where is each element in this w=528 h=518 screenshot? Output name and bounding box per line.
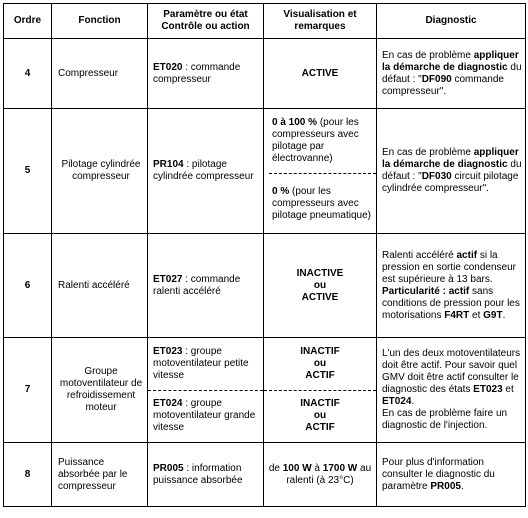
- param-code: PR005: [153, 462, 184, 474]
- vis-bold: 0 à 100 %: [272, 117, 318, 129]
- vis-text: (pour les compresseurs avec pilotage par électrovanne): [272, 117, 359, 165]
- diag-code: PR005: [430, 480, 461, 492]
- table-row: [4, 338, 526, 443]
- vis-line: ou: [313, 410, 327, 422]
- diagnostic-table: [3, 3, 526, 507]
- diag-bold: Particularité : actif: [382, 285, 470, 297]
- param-code: ET027: [153, 273, 183, 285]
- header-diagnostic: Diagnostic: [377, 4, 526, 39]
- row-parametre: [148, 109, 264, 234]
- vis-text: de: [268, 462, 283, 474]
- table-header-row: [4, 4, 526, 39]
- diag-text: En cas de problème faire un diagnostic de l'injection.: [382, 408, 508, 431]
- row-parametre: [148, 443, 264, 507]
- diag-code: DF090: [421, 73, 452, 85]
- table-row: [4, 234, 526, 338]
- row-fonction: Ralenti accéléré: [52, 234, 148, 338]
- vis-line: ACTIF: [305, 422, 335, 434]
- row-diagnostic: [377, 39, 526, 109]
- param-text: : commande ralenti accéléré: [153, 273, 241, 297]
- table-row: [4, 443, 526, 507]
- diag-text: et: [469, 309, 484, 321]
- diag-text: .: [502, 309, 506, 321]
- param-text: : commande compresseur: [153, 61, 241, 85]
- vis-text: (pour les compresseurs avec pilotage pneumatique): [272, 185, 371, 221]
- param-text: : pilotage cylindrée compresseur: [153, 159, 254, 182]
- diag-text: et: [502, 384, 514, 395]
- diag-code: F4RT: [444, 309, 470, 321]
- fonction-line: absorbée par le: [58, 468, 128, 480]
- row-fonction: [52, 443, 148, 507]
- header-visualisation: [264, 4, 377, 39]
- row-ordre: 5: [4, 109, 52, 234]
- row-fonction: [52, 338, 148, 443]
- diag-bold: actif: [456, 249, 478, 261]
- diag-code: DF030: [421, 171, 452, 182]
- table-row: [4, 39, 526, 109]
- vis-text: à: [311, 462, 323, 474]
- vis-bold: 0 %: [272, 185, 290, 197]
- param-code: ET024: [153, 398, 183, 410]
- row-parametre: [148, 338, 264, 443]
- vis-line: ACTIF: [305, 369, 335, 381]
- row-visualisation: [264, 443, 377, 507]
- vis-line: INACTIF: [300, 345, 340, 357]
- diag-text: du défaut : ": [382, 61, 522, 85]
- param-code: PR104: [153, 159, 184, 170]
- diag-text: L'un des deux motoventilateurs doit être actif. Pour savoir quel GMV doit être actif consulter le diagnostic des états: [382, 348, 521, 395]
- row-visualisation: ACTIVE: [264, 39, 377, 109]
- diag-text: En cas de problème: [382, 147, 474, 158]
- fonction-line: motoventilateur de: [59, 378, 143, 389]
- header-ordre: Ordre: [4, 4, 52, 39]
- param-code: ET020: [153, 61, 183, 73]
- fonction-line: moteur: [85, 402, 117, 413]
- row-fonction: [52, 109, 148, 234]
- diag-bold: appliquer la démarche de diagnostic: [382, 147, 519, 170]
- param-text: : information puissance absorbée: [153, 462, 243, 486]
- diag-text: circuit pilotage cylindrée compresseur: [382, 171, 519, 194]
- vis-bold: 1700 W: [322, 462, 358, 474]
- row-ordre: 8: [4, 443, 52, 507]
- row-parametre: [148, 39, 264, 109]
- diag-text: si la pression en sortie condenseur est supérieure à 13 bars.: [382, 249, 516, 285]
- row-visualisation: [264, 109, 377, 234]
- fonction-line: refroidissement: [66, 390, 136, 401]
- row-ordre: 7: [4, 338, 52, 443]
- row-diagnostic: [377, 338, 526, 443]
- vis-line: INACTIF: [300, 398, 340, 410]
- diag-code: ET023: [473, 384, 503, 395]
- diag-code: ET024: [382, 396, 412, 407]
- table-row: [4, 109, 526, 234]
- param-code: ET023: [153, 345, 183, 357]
- row-visualisation: [264, 338, 377, 443]
- fonction-line: compresseur: [72, 171, 130, 182]
- param-text: : groupe motoventilateur petite vitesse: [153, 345, 249, 381]
- vis-line: ACTIVE: [301, 291, 339, 303]
- diag-text: .: [460, 480, 464, 492]
- diag-text: .: [411, 396, 415, 407]
- diag-text: Pour plus d'information consulter le diagnostic du paramètre: [382, 456, 495, 492]
- vis-line: INACTIVE: [296, 267, 344, 279]
- param-text: : groupe motoventilateur grande vitesse: [153, 398, 256, 434]
- row-diagnostic: [377, 443, 526, 507]
- header-parametre-line1: Paramètre ou état: [163, 9, 248, 20]
- diag-code: G9T: [483, 309, 503, 321]
- row-visualisation: [264, 234, 377, 338]
- row-diagnostic: [377, 234, 526, 338]
- row-ordre: 4: [4, 39, 52, 109]
- row-parametre: [148, 234, 264, 338]
- fonction-line: Pilotage cylindrée: [61, 159, 141, 170]
- fonction-line: compresseur: [58, 480, 116, 492]
- row-diagnostic: [377, 109, 526, 234]
- header-visualisation-line1: Visualisation et: [283, 9, 357, 20]
- header-fonction: Fonction: [52, 4, 148, 39]
- header-parametre: [148, 4, 264, 39]
- vis-bold: 100 W: [282, 462, 312, 474]
- vis-line: ou: [313, 279, 327, 291]
- diag-text: ".: [482, 183, 489, 194]
- vis-text: au ralenti (à 23°C): [286, 462, 372, 486]
- row-fonction: Compresseur: [52, 39, 148, 109]
- header-parametre-line2: Contrôle ou action: [161, 21, 250, 32]
- row-ordre: 6: [4, 234, 52, 338]
- vis-line: ou: [313, 357, 327, 369]
- diag-text: ".: [439, 85, 447, 97]
- diag-text: En cas de problème: [382, 49, 474, 61]
- diag-text: du défaut : ": [382, 159, 522, 182]
- diag-bold: appliquer la démarche de diagnostic: [382, 49, 519, 73]
- fonction-line: Groupe: [84, 366, 118, 377]
- header-visualisation-line2: remarques: [294, 21, 346, 32]
- fonction-line: Puissance: [58, 456, 105, 468]
- diag-text: sans conditions de pression pour les motorisations: [382, 285, 520, 321]
- diag-text: commande compresseur: [382, 73, 504, 97]
- diag-text: Ralenti accéléré: [382, 249, 457, 261]
